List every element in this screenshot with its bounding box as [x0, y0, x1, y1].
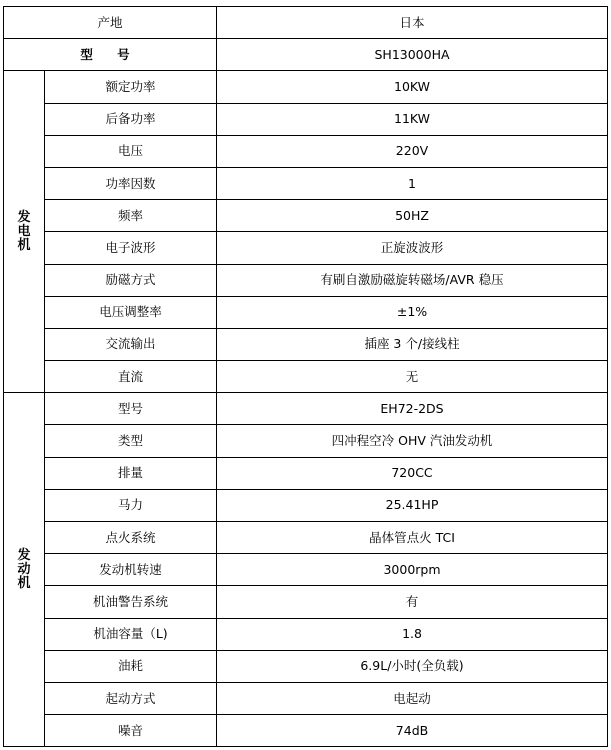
spec-label: 机油警告系统: [45, 586, 217, 618]
engine-group-label: [4, 393, 45, 747]
spec-label: 额定功率: [45, 71, 217, 103]
table-row: [4, 393, 608, 425]
spec-value: 1.8: [217, 618, 608, 650]
spec-label: 类型: [45, 425, 217, 457]
spec-value: 四冲程空冷 OHV 汽油发动机: [217, 425, 608, 457]
group-char: 发: [17, 547, 31, 563]
table-row: [4, 71, 608, 103]
table-row: [4, 135, 608, 167]
group-char: 电: [17, 223, 31, 239]
group-char: 机: [17, 237, 31, 253]
spec-label: 发动机转速: [45, 554, 217, 586]
group-char: 动: [17, 561, 31, 577]
spec-value: 11KW: [217, 103, 608, 135]
table-row: [4, 618, 608, 650]
spec-value: 有刷自激励磁旋转磁场/AVR 稳压: [217, 264, 608, 296]
table-row: [4, 522, 608, 554]
spec-label: 电压调整率: [45, 296, 217, 328]
spec-label: 功率因数: [45, 167, 217, 199]
spec-value: 插座 3 个/接线柱: [217, 328, 608, 360]
table-row: [4, 554, 608, 586]
table-row: [4, 715, 608, 747]
model-value: SH13000HA: [217, 39, 608, 71]
generator-group-label: [4, 71, 45, 393]
spec-label: 励磁方式: [45, 264, 217, 296]
group-char: 机: [17, 575, 31, 591]
origin-value: 日本: [217, 7, 608, 39]
spec-label: 电子波形: [45, 232, 217, 264]
table-row: [4, 361, 608, 393]
table-row: [4, 586, 608, 618]
table-row: [4, 457, 608, 489]
spec-label: 型号: [45, 393, 217, 425]
spec-value: 220V: [217, 135, 608, 167]
spec-value: 25.41HP: [217, 489, 608, 521]
spec-label: 点火系统: [45, 522, 217, 554]
spec-value: 1: [217, 167, 608, 199]
table-row: [4, 7, 608, 39]
spec-label: 起动方式: [45, 682, 217, 714]
table-row: [4, 425, 608, 457]
spec-label: 排量: [45, 457, 217, 489]
spec-value: ±1%: [217, 296, 608, 328]
spec-label: 油耗: [45, 650, 217, 682]
spec-value: 50HZ: [217, 200, 608, 232]
table-row: [4, 682, 608, 714]
spec-value: 10KW: [217, 71, 608, 103]
spec-value: 6.9L/小时(全负载): [217, 650, 608, 682]
table-row: [4, 489, 608, 521]
table-row: [4, 650, 608, 682]
spec-value: 正旋波波形: [217, 232, 608, 264]
table-row: [4, 232, 608, 264]
spec-label: 噪音: [45, 715, 217, 747]
origin-label: 产地: [4, 7, 217, 39]
spec-value: 无: [217, 361, 608, 393]
spec-label: 交流输出: [45, 328, 217, 360]
spec-value: 3000rpm: [217, 554, 608, 586]
spec-label: 马力: [45, 489, 217, 521]
model-label: 型 号: [4, 39, 217, 71]
spec-label: 电压: [45, 135, 217, 167]
table-row: [4, 39, 608, 71]
spec-label: 直流: [45, 361, 217, 393]
table-row: [4, 103, 608, 135]
table-row: [4, 296, 608, 328]
spec-label: 后备功率: [45, 103, 217, 135]
spec-label: 频率: [45, 200, 217, 232]
table-row: [4, 200, 608, 232]
spec-value: 74dB: [217, 715, 608, 747]
spec-value: 有: [217, 586, 608, 618]
spec-value: 晶体管点火 TCI: [217, 522, 608, 554]
group-char: 发: [17, 209, 31, 225]
spec-table: [3, 6, 608, 747]
spec-value: 720CC: [217, 457, 608, 489]
spec-value: 电起动: [217, 682, 608, 714]
spec-value: EH72-2DS: [217, 393, 608, 425]
table-row: [4, 328, 608, 360]
table-row: [4, 167, 608, 199]
table-row: [4, 264, 608, 296]
spec-label: 机油容量（L): [45, 618, 217, 650]
